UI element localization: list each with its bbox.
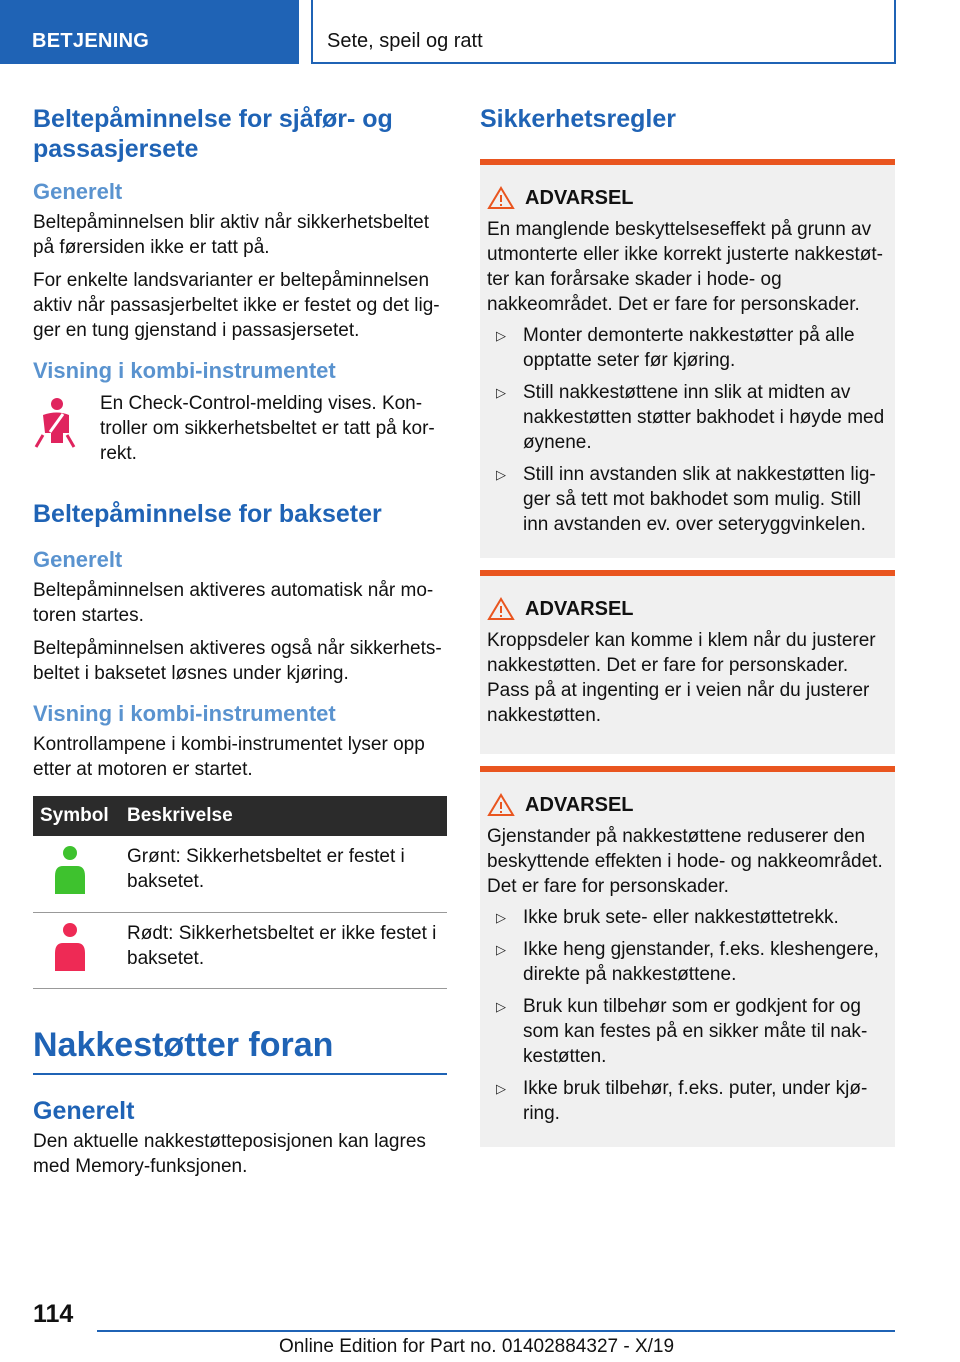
table-header-symbol: Symbol: [40, 805, 109, 826]
bullet-triangle-icon: ▷: [496, 328, 506, 343]
subheading-general-2: Generelt: [33, 547, 123, 572]
warning-box: [480, 766, 895, 1147]
page-number: 114: [33, 1300, 74, 1328]
warning-label: ADVARSEL: [525, 186, 634, 209]
warning-triangle-icon: [487, 597, 515, 621]
paragraph: Beltepåminnelsen aktiveres automatisk når motoren startes.: [33, 580, 434, 626]
left-column: [33, 104, 447, 1179]
warning-box: [480, 570, 895, 754]
list-item-text: Still nakkestøttene inn slik at midten av nakkestøtten støtter bakhodet i høyde med øynene.: [523, 382, 885, 453]
warning-list: [487, 323, 887, 537]
symbol-table: [33, 796, 447, 989]
warning-text: Gjenstander på nakkestøttene reduserer den beskyttende effekten i hode- og nakkeområdet. Det er fare for personskader.: [487, 826, 883, 897]
header-section-label: BETJENING: [32, 30, 150, 52]
section-title-head-restraints: Nakkestøtter foran: [33, 1025, 447, 1075]
bullet-triangle-icon: ▷: [496, 1081, 506, 1096]
list-item: [487, 380, 887, 455]
warning-triangle-icon: [487, 186, 515, 210]
bullet-triangle-icon: ▷: [496, 385, 506, 400]
warning-text: Kroppsdeler kan komme i klem når du justerer nakkestøtten. Det er fare for personskader. Pass på at ingenting er i veien når du justerer nakkestøtten.: [487, 630, 876, 726]
warning-label: ADVARSEL: [525, 793, 634, 816]
warning-header: [487, 596, 887, 622]
footer-edition: Online Edition for Part no. 01402884327 - X/19: [279, 1336, 675, 1357]
warning-text: En manglende beskyttelseseffekt på grunn av utmonterte eller ikke korrekt justerte nakkestøtter kan forårsake skader i hode- og nakkeområdet. Det er fare for personskader.: [487, 219, 883, 315]
list-item: [487, 905, 887, 930]
bullet-triangle-icon: ▷: [496, 942, 506, 957]
paragraph: Den aktuelle nakkestøtteposisjonen kan lagres med Memory-funksjonen.: [33, 1130, 426, 1177]
warning-box: [480, 159, 895, 558]
table-header-description: Beskrivelse: [127, 805, 233, 826]
subheading-display-1: Visning i kombi-instrumentet: [33, 358, 336, 383]
table-row: [33, 836, 447, 912]
list-item-text: Monter demonterte nakkestøtter på alle opptatte seter før kjøring.: [523, 325, 855, 371]
footer-divider: [97, 1330, 895, 1332]
paragraph: Kontrollampene i kombi-instrumentet lyser opp etter at motoren er startet.: [33, 734, 425, 780]
header-chapter-label: Sete, speil og ratt: [327, 30, 483, 52]
right-column: [480, 104, 895, 1147]
bullet-triangle-icon: ▷: [496, 467, 506, 482]
table-header-row: [33, 796, 447, 836]
list-item-text: Ikke bruk tilbehør, f.eks. puter, under kjøring.: [523, 1078, 868, 1124]
list-item-text: Still inn avstanden slik at nakkestøtten ligger så tett mot bakhodet som mulig. Still inn avstanden ev. over seteryggvinkelen.: [523, 464, 876, 535]
paragraph: Beltepåminnelsen aktiveres også når sikkerhetsbeltet i baksetet løsnes under kjøring.: [33, 638, 442, 684]
section-title-rear-belt-reminder: Beltepåminnelse for bakseter: [33, 500, 382, 528]
seatbelt-warning-icon: [33, 391, 100, 466]
person-red-icon: [33, 912, 121, 988]
list-item: [487, 323, 887, 373]
warning-triangle-icon: [487, 793, 515, 817]
warning-header: [487, 185, 887, 211]
table-row: [33, 912, 447, 988]
warning-label: ADVARSEL: [525, 597, 634, 620]
list-item-text: Ikke bruk sete- eller nakkestøttetrekk.: [523, 907, 839, 928]
header-chapter-box: [311, 0, 896, 64]
subheading-general-1: Generelt: [33, 179, 123, 204]
table-cell-description: Grønt: Sikkerhetsbeltet er festet i baksetet.: [121, 836, 447, 912]
person-green-icon: [33, 836, 121, 912]
warning-list: [487, 905, 887, 1126]
seatbelt-warning-row: [33, 391, 447, 466]
section-title-safety-rules: Sikkerhetsregler: [480, 105, 676, 133]
list-item-text: Bruk kun tilbehør som er godkjent for og som kan festes på en sikker måte til nakkestøtten.: [523, 996, 868, 1067]
subheading-general-3: Generelt: [33, 1096, 135, 1125]
table-cell-description: Rødt: Sikkerhetsbeltet er ikke festet i baksetet.: [121, 912, 447, 988]
list-item: [487, 994, 887, 1069]
warning-header: [487, 792, 887, 818]
list-item-text: Ikke heng gjenstander, f.eks. kleshengere, direkte på nakkestøttene.: [523, 939, 879, 985]
paragraph: En Check-Control-melding vises. Kontroller om sikkerhetsbeltet er tatt på korrekt.: [100, 393, 435, 464]
list-item: [487, 1076, 887, 1126]
paragraph: For enkelte landsvarianter er beltepåminnelsen aktiv når passasjerbeltet ikke er festet og det ligger en tung gjenstand i passasjersetet.: [33, 270, 440, 341]
list-item: [487, 462, 887, 537]
list-item: [487, 937, 887, 987]
subheading-display-2: Visning i kombi-instrumentet: [33, 701, 336, 726]
section-title-front-belt-reminder: Beltepåminnelse for sjåfør- og passasjersete: [33, 105, 393, 163]
header-section-tab: [0, 0, 299, 64]
bullet-triangle-icon: ▷: [496, 999, 506, 1014]
paragraph: Beltepåminnelsen blir aktiv når sikkerhetsbeltet på førersiden ikke er tatt på.: [33, 212, 430, 258]
bullet-triangle-icon: ▷: [496, 910, 506, 925]
